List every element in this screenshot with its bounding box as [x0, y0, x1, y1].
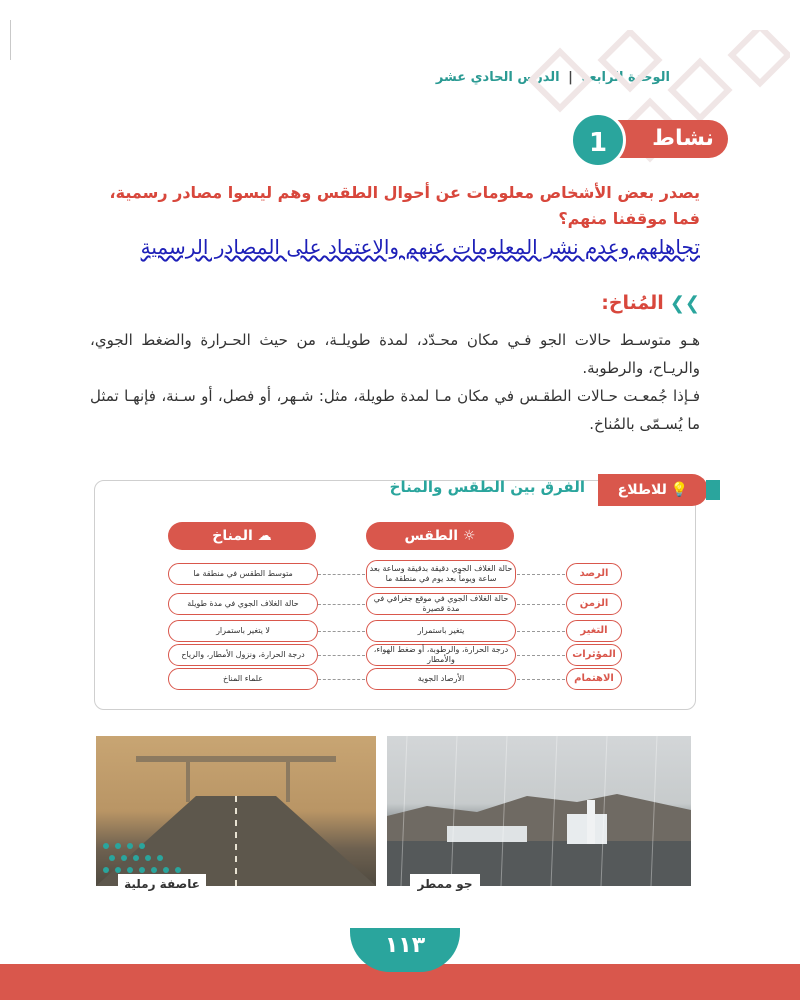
activity-badge [558, 112, 728, 168]
climate-cell: درجة الحرارة، ونزول الأمطار، والرياح [168, 644, 318, 666]
connector [318, 604, 365, 605]
page-edge [0, 0, 12, 1000]
row-label: التغير [566, 620, 622, 642]
activity-number: 1 [570, 112, 626, 168]
climate-cell: حالة الغلاف الجوي في مدة طويلة [168, 593, 318, 615]
cloud-wind-icon: ☁ [252, 528, 272, 544]
lightbulb-icon: 💡 [670, 482, 689, 498]
handwritten-answer [60, 232, 700, 262]
info-card-title: الفرق بين الطقس والمناخ [389, 478, 585, 496]
connector [517, 655, 565, 656]
weather-cell: حالة الغلاف الجوي في موقع جغرافي في مدة قصيرة [366, 593, 516, 615]
weather-column-label: الطقس [404, 528, 459, 544]
info-tag-label: للاطلاع [617, 482, 667, 498]
climate-cell: متوسط الطقس في منطقة ما [168, 563, 318, 585]
activity-question: يصدر بعض الأشخاص معلومات عن أحوال الطقس وهم ليسوا مصادر رسمية، فما موقفنا منهم؟ [109, 183, 700, 228]
connector [517, 574, 565, 575]
lesson-title: الدرس الحادي عشر [435, 70, 560, 85]
weather-cell: يتغير باستمرار [366, 620, 516, 642]
activity-label: نشاط [608, 120, 728, 158]
page-number: ١١٣ [350, 928, 460, 972]
row-label: الرصد [566, 563, 622, 585]
climate-cell: لا يتغير باستمرار [168, 620, 318, 642]
row-label: الاهتمام [566, 668, 622, 690]
answer-text: تجاهلهم وعدم نشر المعلومات عنهم والاعتماد على المصادر الرسمية [140, 235, 700, 259]
connector [318, 655, 365, 656]
climate-heading-text: المُناخ: [601, 292, 664, 314]
weather-cell: الأرصاد الجوية [366, 668, 516, 690]
row-label: المؤثرات [566, 644, 622, 666]
connector [318, 631, 365, 632]
definition-paragraph-1: هـو متوسـط حالات الجو فـي مكان محـدّد، لمدة طويلـة، من حيث الحـرارة والضغط الجوي، والريـاح، والرطوبة. [90, 331, 700, 377]
header-separator: | [568, 70, 573, 85]
rain-caption: جو ممطر [410, 874, 480, 894]
info-tag [598, 474, 708, 506]
sun-icon: ☼ [458, 528, 476, 544]
weather-cell: حالة الغلاف الجوي دقيقة بدقيقة وساعة بعد ساعة ويوماً بعد يوم في منطقة ما [366, 560, 516, 588]
connector [517, 631, 565, 632]
climate-definition [90, 326, 700, 438]
unit-title: الوحدة الرابعة [581, 70, 670, 85]
weather-cell: درجة الحرارة، والرطوبة، أو ضغط الهواء، والأمطار [366, 644, 516, 666]
connector [318, 679, 365, 680]
definition-paragraph-2: فـإذا جُمعـت حـالات الطقـس في مكان مـا لمدة طويلة، مثل: شـهر، أو فصل، أو سـنة، فإنهـا تمثل ما يُسـمّى بالمُناخ. [90, 387, 700, 433]
climate-heading [601, 292, 700, 314]
rain-scene-illustration [387, 736, 691, 886]
sandstorm-photo [96, 736, 376, 886]
double-chevron-icon: ❯❯ [669, 293, 700, 314]
connector [318, 574, 365, 575]
climate-cell: علماء المناخ [168, 668, 318, 690]
sand-caption: عاصفة رملية [118, 874, 206, 894]
row-label: الزمن [566, 593, 622, 615]
connector [517, 679, 565, 680]
climate-column-header [168, 522, 316, 550]
climate-column-label: المناخ [212, 528, 253, 544]
rainy-weather-photo [387, 736, 691, 886]
connector [517, 604, 565, 605]
weather-column-header [366, 522, 514, 550]
